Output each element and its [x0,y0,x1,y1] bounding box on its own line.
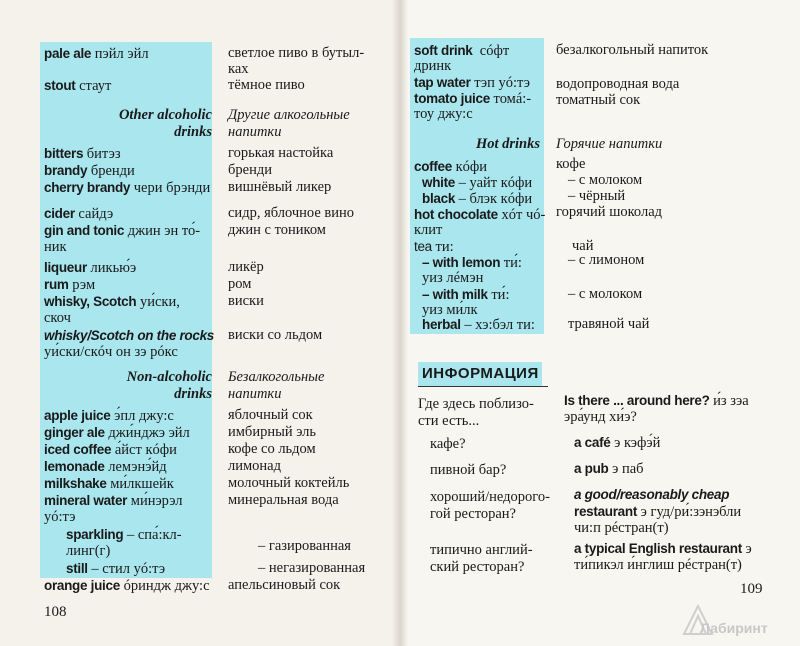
entry-stout-ru: тёмное пиво [228,77,305,93]
entry-coffee-black: black – блэк кóфи [422,191,533,207]
entry-milkshake: milkshake ми́лкшейк [44,476,174,492]
book-gutter [392,0,408,646]
entry-pale-ale: pale ale пэйл эйл [44,46,149,62]
section-heading-other-alcoholic-2: drinks [174,124,212,140]
entry-ginger-ale: ginger ale джи́нджэ эйл [44,425,190,441]
section-heading-other-alcoholic-ru2: напитки [228,124,282,140]
page-number-left: 108 [44,604,67,620]
info-row-1-ru: Где здесь поблизо- [418,396,534,412]
info-row-3-en: a pub э паб [574,461,644,477]
entry-coffee-ru: кофе [556,156,586,172]
section-heading-non-alcoholic: Non-alcoholic [126,369,212,385]
entry-whisky-rocks-tr: уи́ски/скóч он зэ рóкс [44,344,178,360]
entry-sparkling-tr2: линг(г) [66,543,111,559]
info-title-underline [418,386,548,387]
entry-tea-milk: – with milk ти́: [422,287,510,303]
entry-lemonade: lemonade лемэнэ́йд [44,459,167,475]
section-heading-non-alcoholic-ru: Безалкогольные [228,369,325,385]
section-heading-non-alcoholic-2: drinks [174,386,212,402]
entry-cherry-brandy-ru: вишнёвый ликер [228,179,332,195]
entry-whisky-rocks: whisky/Scotch on the rocks [44,328,215,343]
entry-tap-water: tap water тэп уó:тэ [414,75,530,91]
entry-whisky-rocks-ru: виски со льдом [228,327,323,343]
entry-sparkling-ru: – газированная [258,538,351,554]
entry-tap-water-ru: водопроводная вода [556,76,680,92]
info-row-5-ru: типично англий- [430,542,533,558]
entry-tea-milk-ru: – с молоком [568,286,643,302]
entry-bitters: bitters битэз [44,146,121,162]
info-row-5-tr2: ти́пикэл и́нглиш рéстран(т) [574,557,742,573]
info-row-2-en: a café э кэфэ́й [574,435,661,451]
entry-gin-and-tonic-ru: джин с тоником [228,222,326,238]
section-heading-other-alcoholic: Other alcoholic [118,107,212,123]
entry-bitters-ru: горькая настойка [228,145,334,161]
entry-pale-ale-ru2: ках [228,61,249,77]
entry-cider: cider сайдэ [44,206,114,222]
entry-apple-juice-ru: яблочный сок [228,407,313,423]
entry-gin-and-tonic: gin and tonic джин эн то́- [44,223,201,239]
watermark-text: Лабиринт [700,620,768,636]
info-row-1-tr2: эра́унд хи́э? [564,409,637,425]
entry-orange-juice-ru: апельсиновый сок [228,577,341,593]
info-row-5-ru2: ский ресторан? [430,559,525,575]
entry-herbal-tea: herbal – хэ:бэл ти: [422,317,535,333]
entry-tomato-juice: tomato juice томá:- [414,91,532,107]
entry-liqueur-ru: ликёр [228,259,264,275]
info-row-4-en2: restaurant э гуд/ри́:зэнэбли [574,504,742,520]
info-row-4-en: a good/reasonably cheap [574,487,730,502]
entry-orange-juice: orange juice óриндж джу:с [44,578,210,594]
entry-iced-coffee-ru: кофе со льдом [228,441,316,457]
info-row-4-ru2: гой ресторан? [430,506,516,522]
entry-gin-and-tonic-tr2: ник [44,239,67,255]
entry-tea-milk-tr2: уиз ми́лк [422,302,478,318]
entry-ginger-ale-ru: имбирный эль [228,424,317,440]
section-heading-hot-drinks-ru: Горячие напитки [556,136,663,152]
entry-coffee-black-ru: – чёрный [568,188,626,204]
entry-brandy-ru: бренди [228,162,272,178]
entry-coffee-white: white – уайт кóфи [422,175,533,191]
entry-rum-ru: ром [228,276,252,292]
entry-liqueur: liqueur ликью́э [44,260,137,276]
section-heading-non-alcoholic-ru2: напитки [228,386,282,402]
entry-coffee: coffee кóфи [414,159,488,175]
info-row-4-tr2: чи:п рéстран(т) [574,520,669,536]
entry-still-ru: – негазированная [258,560,366,576]
entry-whisky-tr2: скоч [44,310,71,326]
section-heading-hot-drinks: Hot drinks [475,136,540,152]
info-row-2-ru: кафе? [430,436,466,452]
entry-tomato-juice-tr2: тоу джу:с [414,106,473,122]
entry-sparkling: sparkling – спа́:кл- [66,527,182,543]
entry-herbal-tea-ru: травяной чай [568,316,650,332]
page-number-right: 109 [740,581,763,597]
entry-soft-drink-ru: безалкогольный напиток [556,42,709,58]
entry-pale-ale-ru: светлое пиво в бутыл- [228,45,365,61]
entry-milkshake-ru: молочный коктейль [228,475,350,491]
info-row-5-en: a typical English restaurant э [574,541,752,557]
entry-cider-ru: сидр, яблочное вино [228,205,355,221]
info-row-1-ru2: сти есть... [418,413,480,429]
entry-tea: tea ти: [414,239,454,255]
entry-stout: stout стаут [44,78,112,94]
info-row-4-ru: хороший/недорого- [430,489,550,505]
entry-iced-coffee: iced coffee а́йст кóфи [44,442,177,458]
entry-tea-lemon-tr2: уиз лéмэн [422,270,484,286]
entry-whisky: whisky, Scotch уи́ски, [44,294,180,310]
section-heading-other-alcoholic-ru: Другие алкогольные [228,107,350,123]
info-section-title: ИНФОРМАЦИЯ [418,362,542,386]
entry-mineral-water-tr2: уó:тэ [44,509,76,525]
entry-tomato-juice-ru: томатный сок [556,92,641,108]
entry-hot-chocolate-tr2: клит [414,222,443,238]
entry-tea-lemon-ru: – с лимоном [568,252,645,268]
entry-tea-ru: чай [572,238,594,254]
entry-cherry-brandy: cherry brandy чери брэнди [44,180,211,196]
info-row-1-en: Is there ... around here? и́з зэа [564,393,749,409]
entry-hot-chocolate-ru: горячий шоколад [556,204,663,220]
entry-mineral-water: mineral water ми́нэрэл [44,493,183,509]
entry-brandy: brandy бренди [44,163,135,179]
info-row-3-ru: пивной бар? [430,462,507,478]
entry-hot-chocolate: hot chocolate хóт чó- [414,207,546,223]
entry-soft-drink: soft drink сóфт [414,43,510,59]
entry-lemonade-ru: лимонад [228,458,281,474]
entry-whisky-ru: виски [228,293,264,309]
entry-apple-juice: apple juice э́пл джу:с [44,408,174,424]
entry-coffee-white-ru: – с молоком [568,172,643,188]
entry-rum: rum рэм [44,277,96,293]
entry-soft-drink-tr2: дринк [414,58,452,74]
entry-tea-lemon: – with lemon ти́: [422,255,522,271]
entry-still: still – стил уó:тэ [66,561,166,577]
entry-mineral-water-ru: минеральная вода [228,492,339,508]
